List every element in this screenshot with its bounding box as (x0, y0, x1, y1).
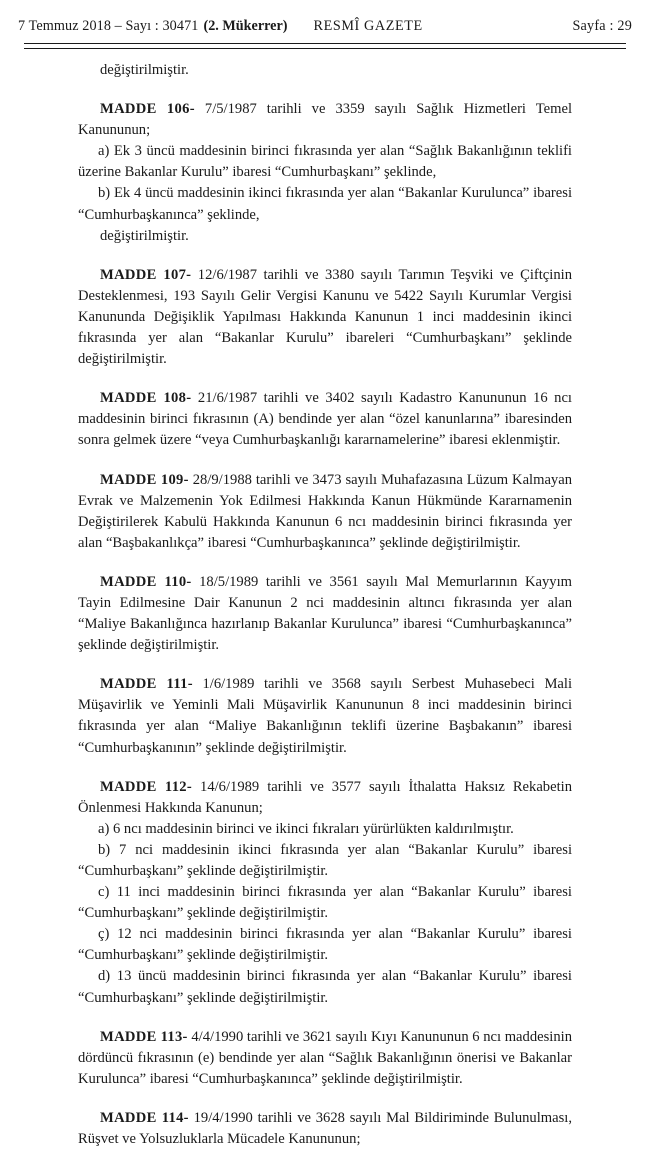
article-lead (78, 388, 572, 451)
article-lead (78, 674, 572, 758)
article-lead-text: 12/6/1987 tarihli ve 3380 sayılı Tarımın Teşviki ve Çiftçinin Desteklenmesi, 193 Sayılı Gelir Vergisi Kanunu ve 5422 Sayılı Kurumlar Vergisi Kanununda Değişiklik Yapılması Hakkında Kanunun 1 inci maddesinin ikinci fıkrasında yer alan “Bakanlar Kurulu” ibareleri “Cumhurbaşkanı” şeklinde değiştirilmiştir. (78, 266, 572, 368)
article-label: MADDE 108- (100, 390, 192, 407)
header-date-issue: 7 Temmuz 2018 – Sayı : 30471 (18, 18, 199, 34)
paragraph-gap (78, 370, 572, 388)
article-lead (78, 99, 572, 141)
header-double-rule (24, 43, 626, 49)
paragraph-gap (78, 759, 572, 777)
article-clause: a) Ek 3 üncü maddesinin birinci fıkrasında yer alan “Sağlık Bakanlığının teklifi üzerine Bakanlar Kurulu” ibaresi “Cumhurbaşkanı” şeklinde, (78, 143, 572, 181)
article-clause: a) 6 ncı maddesinin birinci ve ikinci fıkraları yürürlükten kaldırılmıştır. (98, 820, 514, 837)
article-clause: b) 7 nci maddesinin ikinci fıkrasında yer alan “Bakanlar Kurulu” ibaresi “Cumhurbaşkanı” şeklinde değiştirilmiştir. (78, 841, 572, 879)
paragraph-gap (78, 656, 572, 674)
article-lead-text: 19/4/1990 tarihli ve 3628 sayılı Mal Bildiriminde Bulunulması, Rüşvet ve Yolsuzluklarla Mücadele Kanununun; (78, 1109, 572, 1148)
article-lead-text: 14/6/1989 tarihli ve 3577 sayılı İthalatta Haksız Rekabetin Önlenmesi Hakkında Kanunun; (78, 778, 572, 816)
article-label: MADDE 106- (100, 101, 195, 118)
header-mukerrer: (2. Mükerrer) (203, 18, 288, 34)
paragraph-gap (78, 1009, 572, 1027)
article-label: MADDE 114- (100, 1109, 189, 1126)
article-lead-text: 1/6/1989 tarihli ve 3568 sayılı Serbest Muhasebeci Mali Müşavirlik ve Yeminli Mali Müşavirlik Kanununun 8 inci maddesinin birinci fıkrasında yer alan “Maliye Bakanlığının teklifi üzerine Başbakanın” ibaresi “Cumhurbaşkanının” şeklinde değiştirilmiştir. (78, 676, 573, 756)
document-body (78, 60, 572, 1150)
header-page-number: Sayfa : 29 (572, 18, 632, 34)
article-label: MADDE 107- (100, 266, 192, 283)
paragraph-gap (78, 554, 572, 572)
header-gazette-name: RESMÎ GAZETE (313, 18, 423, 34)
page-header (18, 18, 632, 40)
article-lead (78, 470, 572, 554)
article-lead-text: 18/5/1989 tarihli ve 3561 sayılı Mal Memurlarının Kayyım Tayin Edilmesine Dair Kanunun 2 nci maddesinin altıncı fıkrasında yer alan “Maliye Bakanlığınca hazırlanıp Bakanlar Kurulunca” ibaresi “Cumhurbaşkanınca” şeklinde değiştirilmiştir. (78, 573, 572, 654)
article-lead-text: 7/5/1987 tarihli ve 3359 sayılı Sağlık Hizmetleri Temel Kanununun; (78, 101, 572, 139)
article-lead-text: 4/4/1990 tarihli ve 3621 sayılı Kıyı Kanununun 6 ncı maddesinin dördüncü fıkrasının (e) bendinde yer alan “Sağlık Bakanlığının önerisi ve Bakanlar Kurulunca” ibaresi “Cumhurbaşkanınca” şeklinde değiştirilmiştir. (78, 1028, 572, 1087)
article-label: MADDE 113- (100, 1028, 188, 1045)
article-label: MADDE 109- (100, 471, 189, 488)
article-lead-text: 21/6/1987 tarihli ve 3402 sayılı Kadastro Kanununun 16 ncı maddesinin birinci fıkrasının (A) bendinde yer alan “özel kanunlarına” ibaresinden sonra gelmek üzere “veya Cumhurbaşkanlığı kararnamelerine” ibaresi eklenmiştir. (78, 390, 572, 449)
article-clause: b) Ek 4 üncü maddesinin ikinci fıkrasında yer alan “Bakanlar Kurulunca” ibaresi “Cumhurbaşkanınca” şeklinde, (78, 185, 572, 223)
article-lead (78, 1027, 572, 1090)
paragraph-gap (78, 452, 572, 470)
article-label: MADDE 110- (100, 573, 192, 590)
article-label: MADDE 112- (100, 778, 193, 795)
article-lead-text: 28/9/1988 tarihli ve 3473 sayılı Muhafazasına Lüzum Kalmayan Evrak ve Malzemenin Yok Edilmesi Hakkında Kanun Hükmünde Kararnamenin Değiştirilerek Kabulü Hakkında Kanunun 6 ncı maddesinin birinci fıkrasında yer alan “Başbakanlıkça” ibaresi “Cumhurbaşkanınca” şeklinde değiştirilmiştir. (78, 471, 572, 551)
article-label: MADDE 111- (100, 676, 193, 693)
article-lead (78, 1108, 572, 1150)
continuation-paragraph: değiştirilmiştir. (100, 62, 189, 78)
paragraph-gap (78, 247, 572, 265)
header-left-group (18, 18, 288, 35)
article-clause: c) 11 inci maddesinin birinci fıkrasında yer alan “Bakanlar Kurulu” ibaresi “Cumhurbaşkanı” şeklinde değiştirilmiştir. (78, 884, 572, 922)
article-clause: d) 13 üncü maddesinin birinci fıkrasında yer alan “Bakanlar Kurulu” ibaresi “Cumhurbaşkanı” şeklinde değiştirilmiştir. (78, 968, 572, 1006)
article-lead (78, 777, 572, 819)
article-lead (78, 265, 572, 370)
paragraph-gap (78, 81, 572, 99)
article-clause: ç) 12 nci maddesinin birinci fıkrasında yer alan “Bakanlar Kurulu” ibaresi “Cumhurbaşkanı” şeklinde değiştirilmiştir. (78, 926, 572, 964)
paragraph-gap (78, 1090, 572, 1108)
article-closing: değiştirilmiştir. (100, 227, 189, 244)
article-lead (78, 572, 572, 656)
